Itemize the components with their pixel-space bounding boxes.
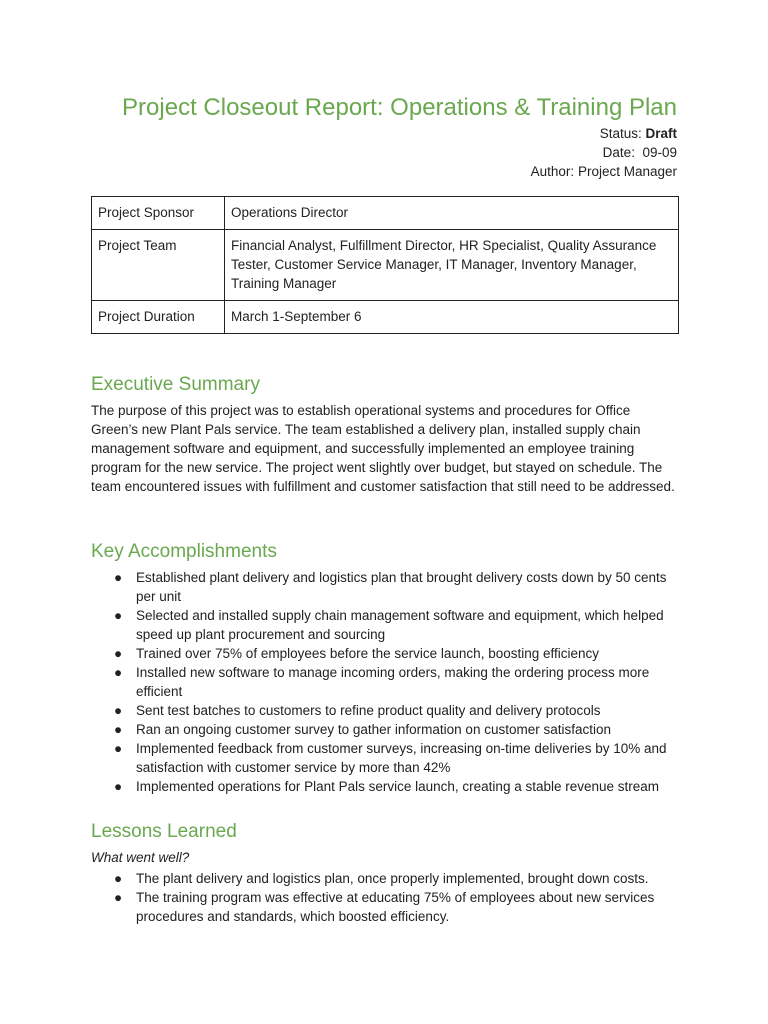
accomplishments-list — [91, 568, 681, 796]
report-title: Project Closeout Report: Operations & Training Plan — [122, 94, 677, 121]
author-label: Author: — [530, 164, 575, 179]
bullet-icon: ● — [114, 608, 123, 623]
list-item-text: Selected and installed supply chain management software and equipment, which helped speed up plant procurement and sourcing — [136, 608, 664, 642]
list-item — [91, 869, 681, 888]
bullet-icon: ● — [114, 741, 123, 756]
table-row — [92, 301, 679, 334]
list-item — [91, 701, 681, 720]
table-row — [92, 197, 679, 230]
list-item-text: Implemented feedback from customer surveys, increasing on-time deliveries by 10% and satisfaction with customer service by more than 42% — [136, 741, 667, 775]
list-item-text: Sent test batches to customers to refine product quality and delivery protocols — [136, 703, 601, 718]
list-item — [91, 606, 681, 644]
table-key: Project Sponsor — [92, 197, 225, 230]
section-heading: Executive Summary — [91, 374, 260, 395]
list-item — [91, 568, 681, 606]
bullet-icon: ● — [114, 665, 123, 680]
status-value: Draft — [645, 126, 677, 141]
project-info-table — [91, 196, 679, 334]
report-meta — [531, 124, 677, 181]
bullet-icon: ● — [114, 703, 123, 718]
lessons-subheading: What went well? — [91, 850, 190, 865]
key-accomplishments-section — [91, 540, 681, 796]
section-heading: Key Accomplishments — [91, 541, 277, 562]
list-item-text: The plant delivery and logistics plan, once properly implemented, brought down costs. — [136, 871, 649, 886]
table-row — [92, 230, 679, 301]
list-item-text: Ran an ongoing customer survey to gather information on customer satisfaction — [136, 722, 611, 737]
bullet-icon: ● — [114, 871, 123, 886]
bullet-icon: ● — [114, 890, 123, 905]
status-label: Status: — [599, 126, 642, 141]
author-line — [531, 162, 677, 181]
list-item — [91, 777, 681, 796]
bullet-icon: ● — [114, 722, 123, 737]
date-label: Date: — [602, 145, 635, 160]
lessons-learned-section — [91, 820, 681, 926]
list-item — [91, 663, 681, 701]
list-item-text: Trained over 75% of employees before the service launch, boosting efficiency — [136, 646, 600, 661]
status-line — [531, 124, 677, 143]
list-item-text: Implemented operations for Plant Pals service launch, creating a stable revenue stream — [136, 779, 660, 794]
section-heading: Lessons Learned — [91, 821, 237, 842]
bullet-icon: ● — [114, 646, 123, 661]
table-key: Project Team — [92, 230, 225, 301]
list-item — [91, 739, 681, 777]
list-item-text: The training program was effective at educating 75% of employees about new services procedures and standards, which boosted efficiency. — [136, 890, 655, 924]
table-key: Project Duration — [92, 301, 225, 334]
list-item — [91, 888, 681, 926]
lessons-list — [91, 869, 681, 926]
list-item — [91, 644, 681, 663]
list-item — [91, 720, 681, 739]
author-value: Project Manager — [577, 164, 677, 179]
bullet-icon: ● — [114, 779, 123, 794]
bullet-icon: ● — [114, 570, 123, 585]
list-item-text: Established plant delivery and logistics plan that brought delivery costs down by 50 cents per unit — [136, 570, 667, 604]
table-value: Operations Director — [225, 197, 679, 230]
executive-summary-section — [91, 373, 681, 496]
date-line — [531, 143, 677, 162]
executive-summary-text: The purpose of this project was to establish operational systems and procedures for Office Green’s new Plant Pals service. The team established a delivery plan, installed supply chain management software and equipment, and successfully implemented an employee training program for the new service. The project went slightly over budget, but stayed on schedule. The team encountered issues with fulfillment and customer satisfaction that still need to be addressed. — [91, 403, 675, 494]
table-value: March 1-September 6 — [225, 301, 679, 334]
list-item-text: Installed new software to manage incoming orders, making the ordering process more efficient — [136, 665, 650, 699]
date-value: 09-09 — [642, 145, 677, 160]
table-value: Financial Analyst, Fulfillment Director, HR Specialist, Quality Assurance Tester, Customer Service Manager, IT Manager, Inventory Manager, Training Manager — [225, 230, 679, 301]
